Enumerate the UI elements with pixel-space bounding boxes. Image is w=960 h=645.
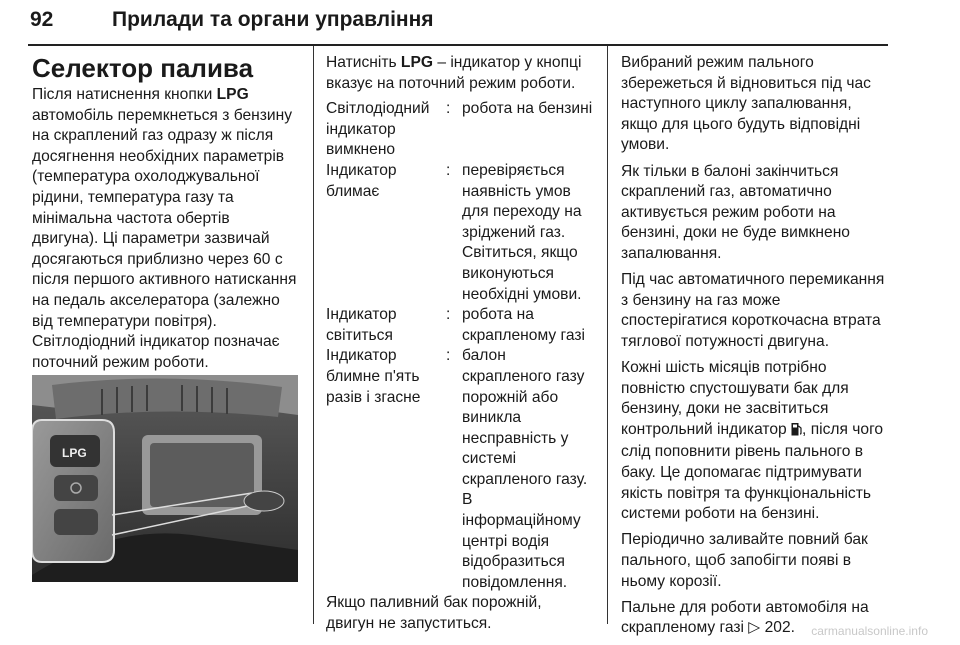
paragraph: Під час автоматичного перемикання з бензину на газ може спостерігатися короткочасна втрата тяглової потужності двигуна. <box>621 271 885 350</box>
column-3 <box>621 53 889 645</box>
text: автомобіль перемкнеться з бензину на скраплений газ одразу ж після досягнення необхідних параметрів (температура охолоджувальної рідини, температура газу та мінімальна частота обертів двигуна). Ці параметри зазвичай досягаються приблизно через 60 с після першого активного натискання на педаль акселератора (залежно від температури повітря). <box>32 106 297 330</box>
description: робота на бензині <box>462 100 593 118</box>
column-divider-1 <box>313 46 314 624</box>
fuel-indicator-icon <box>791 422 802 443</box>
lpg-button-label: LPG <box>62 446 87 460</box>
column-2 <box>326 53 594 635</box>
term: Індикатор блимне п'ять разів і згасне <box>326 347 421 406</box>
paragraph: Як тільки в балоні закінчиться скраплений газ, автоматично активується режим роботи на бензині, доки не буде вимкнено запалювання. <box>621 162 850 262</box>
term: Індикатор блимає <box>326 161 397 200</box>
definition-row <box>326 161 594 305</box>
page-number: 92 <box>30 8 54 31</box>
term: Індикатор світиться <box>326 306 397 344</box>
description: балон скрапленого газу порожній або виникла несправність у системі скрапленого газу. В інформаційному центрі водія відобразиться повідомлення. <box>462 347 588 591</box>
colon: : <box>446 347 451 365</box>
definition-row <box>326 305 594 346</box>
lpg-label: LPG <box>216 86 249 103</box>
term: Світлодіодний індикатор вимкнено <box>326 100 430 159</box>
paragraph: Періодично заливайте повний бак пального, щоб запобігти появі в ньому корозії. <box>621 531 868 590</box>
column-1 <box>32 52 298 373</box>
dashboard-photo <box>32 375 298 582</box>
paragraph <box>32 85 298 332</box>
page-reference-icon: ▷ <box>748 619 761 637</box>
intro <box>326 53 594 94</box>
watermark: carmanualsonline.info <box>811 624 928 638</box>
text: , після чого слід поповнити рівень пального в баку. Це допомагає підтримувати якість повітря та функціональність системи роботи на бензині. <box>621 420 884 523</box>
colon: : <box>446 161 451 179</box>
header-rule <box>28 44 888 46</box>
paragraph: Світлодіодний індикатор позначає поточний режим роботи. <box>32 333 280 371</box>
text: Після натиснення кнопки <box>32 86 217 103</box>
column-divider-2 <box>607 46 608 624</box>
text: Кожні шість місяців потрібно повністю спустошувати бак для бензину, доки не засвітиться контрольний індикатор <box>621 359 849 438</box>
colon: : <box>446 100 451 118</box>
description: робота на скрапленому газі <box>462 306 585 344</box>
text: – індикатор у кнопці вказує на поточний режим роботи. <box>326 54 582 92</box>
text: Натисніть <box>326 54 401 71</box>
running-title: Прилади та органи управління <box>112 8 434 31</box>
paragraph: Вибраний режим пального збережеться й відновиться під час наступного циклу запалювання, якщо для цього будуть відповідні умови. <box>621 54 871 154</box>
lpg-label: LPG <box>400 54 433 71</box>
paragraph <box>621 358 889 525</box>
page-reference[interactable]: 202. <box>764 619 795 637</box>
definition-row <box>326 346 594 593</box>
text: Пальне для роботи автомобіля на скрапленому газі <box>621 598 869 637</box>
definition-row <box>326 99 594 161</box>
section-heading: Селектор палива <box>32 53 254 83</box>
colon: : <box>446 306 451 324</box>
note: Якщо паливний бак порожній, двигун не запуститься. <box>326 594 542 633</box>
description: перевіряється наявність умов для переходу на зріджений газ. Світиться, якщо виконуються необхідні умови. <box>462 161 582 303</box>
